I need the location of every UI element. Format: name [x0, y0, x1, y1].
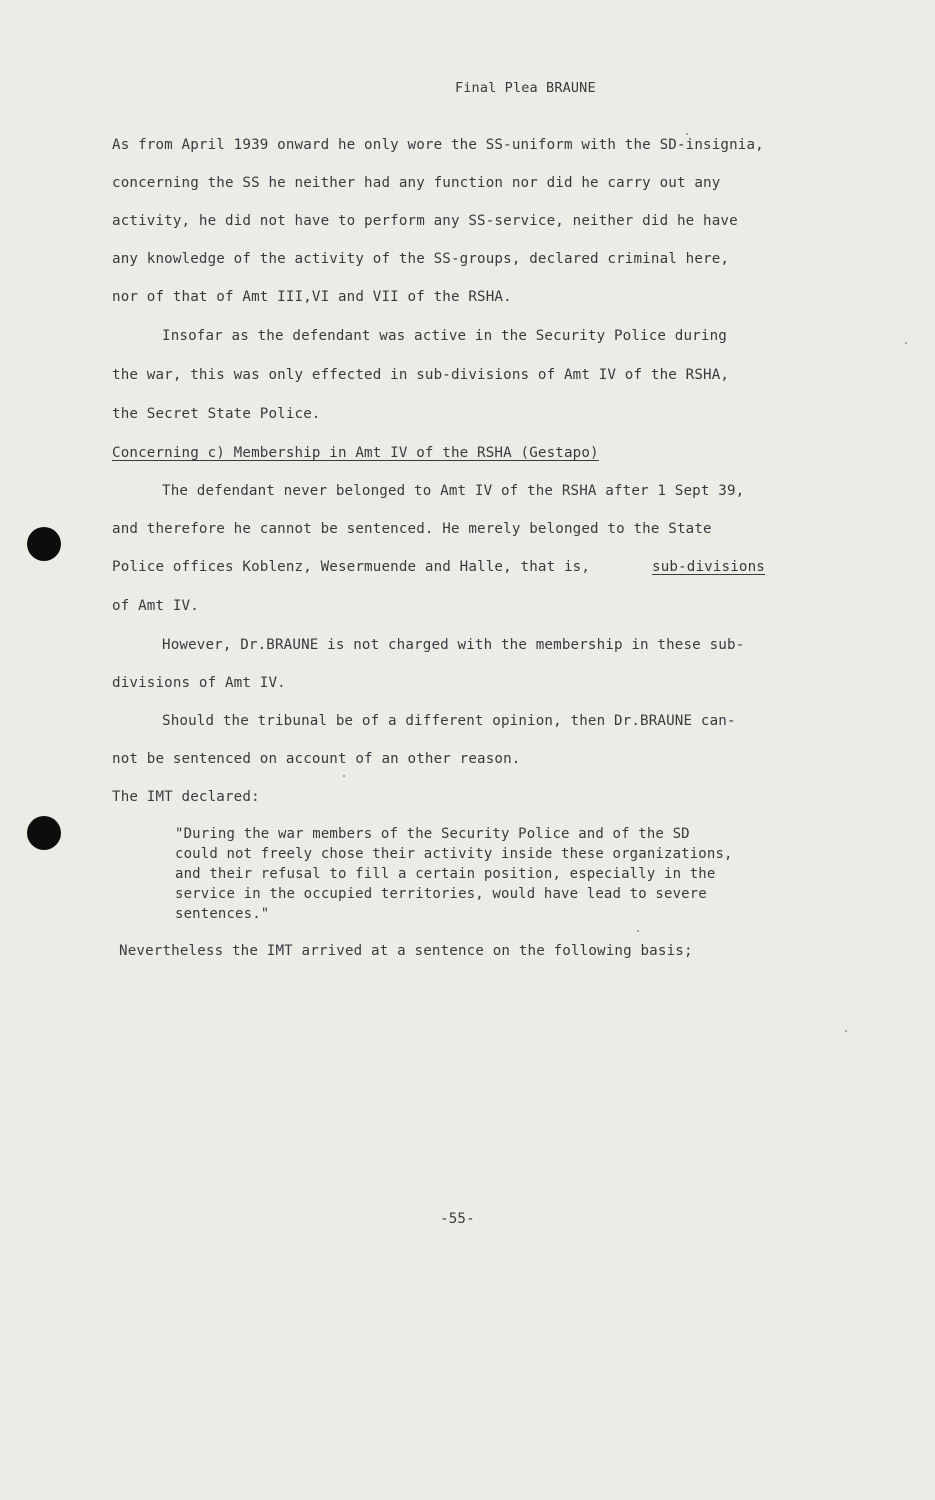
paper-speck [637, 930, 639, 932]
body-line: the Secret State Police. [112, 406, 321, 422]
body-line: Police offices Koblenz, Wesermuende and Halle, that is, [112, 559, 591, 575]
paper-speck [905, 342, 907, 344]
section-heading: Concerning c) Membership in Amt IV of the RSHA (Gestapo) [112, 445, 599, 461]
punch-hole [27, 527, 61, 561]
quote-line: sentences." [175, 906, 270, 922]
body-line: Should the tribunal be of a different opinion, then Dr.BRAUNE can- [162, 713, 736, 729]
body-line: Insofar as the defendant was active in the Security Police during [162, 328, 727, 344]
body-line: The IMT declared: [112, 789, 260, 805]
quote-line: and their refusal to fill a certain position, especially in the [175, 866, 716, 882]
paper-speck [686, 133, 688, 135]
closing-line: Nevertheless the IMT arrived at a sentence on the following basis; [119, 943, 693, 959]
body-line: not be sentenced on account of an other reason. [112, 751, 521, 767]
body-line: any knowledge of the activity of the SS-groups, declared criminal here, [112, 251, 730, 267]
body-line: divisions of Amt IV. [112, 675, 286, 691]
body-line: As from April 1939 onward he only wore the SS-uniform with the SD-insignia, [112, 137, 764, 153]
underlined-term: sub-divisions [652, 559, 765, 575]
body-line: activity, he did not have to perform any SS-service, neither did he have [112, 213, 738, 229]
paper-speck [343, 775, 345, 777]
body-line: the war, this was only effected in sub-divisions of Amt IV of the RSHA, [112, 367, 730, 383]
body-line: and therefore he cannot be sentenced. He merely belonged to the State [112, 521, 712, 537]
quote-line: could not freely chose their activity inside these organizations, [175, 846, 733, 862]
body-line: The defendant never belonged to Amt IV of the RSHA after 1 Sept 39, [162, 483, 745, 499]
page-header: Final Plea BRAUNE [455, 80, 596, 96]
paper-speck [845, 1030, 847, 1032]
page-number: -55- [440, 1211, 475, 1227]
quote-line: service in the occupied territories, would have lead to severe [175, 886, 707, 902]
body-line: nor of that of Amt III,VI and VII of the RSHA. [112, 289, 512, 305]
punch-hole [27, 816, 61, 850]
body-line: However, Dr.BRAUNE is not charged with the membership in these sub- [162, 637, 745, 653]
body-line: of Amt IV. [112, 598, 199, 614]
quote-line: "During the war members of the Security Police and of the SD [175, 826, 690, 842]
body-line: concerning the SS he neither had any function nor did he carry out any [112, 175, 721, 191]
